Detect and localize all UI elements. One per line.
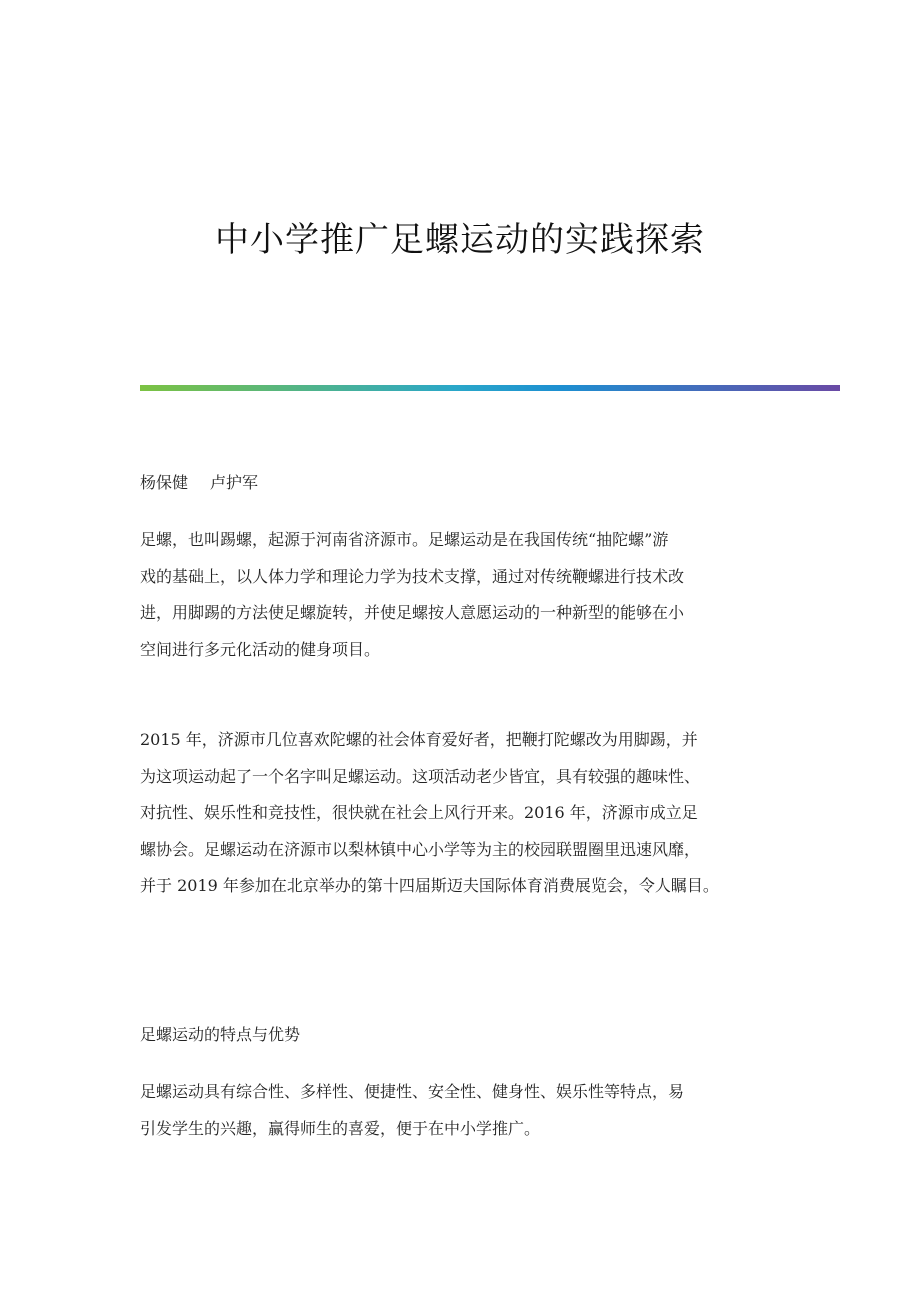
author-name: 杨保健 [140, 473, 189, 492]
paragraph-line: 空间进行多元化活动的健身项目。 [140, 639, 381, 659]
paragraph-line: 足螺运动具有综合性、多样性、便捷性、安全性、健身性、娱乐性等特点，易 [140, 1082, 685, 1101]
paragraph-line: 戏的基础上，以人体力学和理论力学为技术支撑，通过对传统鞭螺进行技术改 [140, 566, 685, 586]
paragraph-line: 引发学生的兴趣，赢得师生的喜爱，便于在中小学推广。 [140, 1118, 541, 1138]
paragraph-line: 螺协会。足螺运动在济源市以梨林镇中心小学等为主的校园联盟圈里迅速风靡， [140, 839, 701, 859]
paragraph-line: 进，用脚踢的方法使足螺旋转，并使足螺按人意愿运动的一种新型的能够在小 [140, 603, 685, 622]
author-name: 卢护军 [210, 473, 259, 492]
paragraph-intro [140, 522, 800, 668]
paragraph-line: 足螺，也叫踢螺，起源于河南省济源市。足螺运动是在我国传统“抽陀螺”游 [140, 530, 669, 549]
paragraph-line: 并于 2019 年参加在北京举办的第十四届斯迈夫国际体育消费展览会，令人瞩目。 [140, 876, 719, 895]
section-heading-text: 足螺运动的特点与优势 [140, 1025, 301, 1044]
section-heading [140, 1017, 800, 1054]
paragraph-line: 为这项运动起了一个名字叫足螺运动。这项活动老少皆宜，具有较强的趣味性、 [140, 766, 701, 786]
paragraph-features [140, 1074, 800, 1147]
document-title: 中小学推广足螺运动的实践探索 [215, 220, 705, 260]
author-line [140, 465, 800, 502]
paragraph-line: 2015 年，济源市几位喜欢陀螺的社会体育爱好者，把鞭打陀螺改为用脚踢，并 [140, 730, 698, 749]
paragraph-history [140, 722, 800, 905]
gradient-divider [140, 385, 840, 391]
paragraph-line: 对抗性、娱乐性和竞技性，很快就在社会上风行开来。2016 年，济源市成立足 [140, 803, 698, 822]
